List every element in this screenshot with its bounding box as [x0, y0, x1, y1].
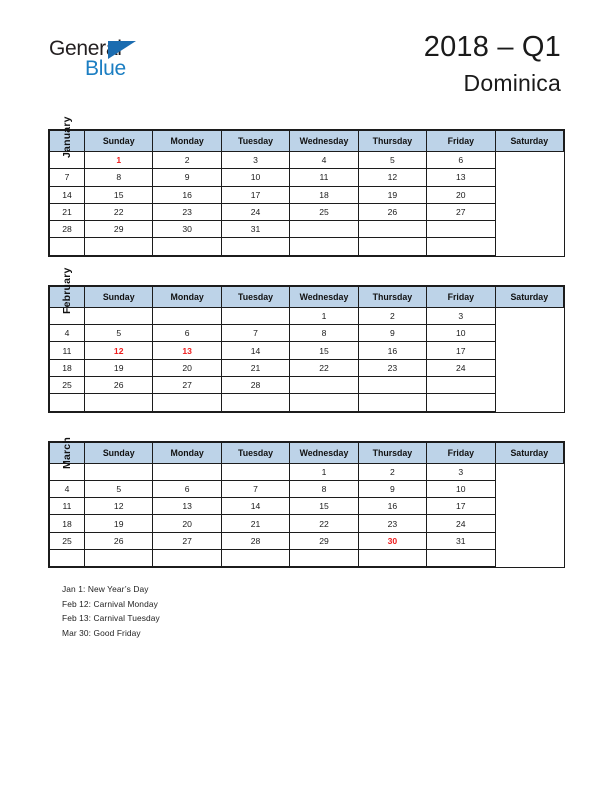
month-label-cell — [50, 116, 85, 158]
day-cell-empty — [85, 394, 153, 411]
day-cell-holiday[interactable]: 13 — [153, 342, 221, 359]
day-cell[interactable]: 27 — [153, 376, 221, 393]
day-cell-holiday[interactable]: 12 — [85, 342, 153, 359]
weekday-header-row — [50, 286, 564, 307]
day-cell[interactable]: 18 — [50, 359, 85, 376]
calendar-table — [49, 267, 564, 412]
day-cell[interactable]: 11 — [290, 169, 358, 186]
day-cell-empty — [290, 394, 358, 411]
day-cell[interactable]: 21 — [50, 203, 85, 220]
day-cell[interactable]: 20 — [153, 359, 221, 376]
day-cell[interactable]: 1 — [290, 307, 358, 324]
weekday-header-friday: Friday — [427, 442, 495, 463]
day-cell[interactable]: 16 — [358, 498, 426, 515]
day-cell-empty — [153, 238, 221, 255]
day-cell[interactable]: 7 — [50, 169, 85, 186]
day-cell[interactable]: 5 — [85, 325, 153, 342]
weekday-header-saturday: Saturday — [495, 286, 563, 307]
day-cell[interactable]: 19 — [358, 186, 426, 203]
day-cell[interactable]: 11 — [50, 498, 85, 515]
day-cell[interactable]: 30 — [153, 221, 221, 238]
week-row — [50, 186, 564, 203]
day-cell-empty — [85, 238, 153, 255]
day-cell[interactable]: 17 — [427, 342, 495, 359]
weekday-header-saturday: Saturday — [495, 442, 563, 463]
week-row — [50, 203, 564, 220]
day-cell[interactable]: 7 — [221, 325, 289, 342]
weekday-header-sunday: Sunday — [85, 286, 153, 307]
day-cell[interactable]: 17 — [427, 498, 495, 515]
day-cell[interactable]: 15 — [85, 186, 153, 203]
day-cell[interactable]: 25 — [50, 376, 85, 393]
weekday-header-row — [50, 442, 564, 463]
week-row — [50, 376, 564, 393]
day-cell-empty — [50, 238, 85, 255]
day-cell-empty — [290, 221, 358, 238]
day-cell[interactable]: 9 — [358, 480, 426, 497]
day-cell-empty — [153, 463, 221, 480]
day-cell[interactable]: 8 — [290, 325, 358, 342]
day-cell[interactable]: 21 — [221, 515, 289, 532]
day-cell[interactable]: 13 — [153, 498, 221, 515]
day-cell[interactable]: 23 — [153, 203, 221, 220]
day-cell[interactable]: 2 — [358, 463, 426, 480]
month-block-january — [48, 116, 565, 257]
weekday-header-monday: Monday — [153, 442, 221, 463]
day-cell[interactable]: 15 — [290, 342, 358, 359]
day-cell-empty — [358, 376, 426, 393]
day-cell-empty — [427, 550, 495, 567]
day-cell[interactable]: 23 — [358, 515, 426, 532]
month-block-march — [48, 436, 565, 569]
day-cell-empty — [358, 394, 426, 411]
day-cell-empty — [221, 550, 289, 567]
weekday-header-wednesday: Wednesday — [290, 286, 358, 307]
weekday-header-sunday: Sunday — [85, 131, 153, 152]
day-cell[interactable]: 9 — [358, 325, 426, 342]
week-row — [50, 307, 564, 324]
month-label: February — [61, 267, 73, 314]
day-cell[interactable]: 20 — [153, 515, 221, 532]
day-cell-empty — [85, 463, 153, 480]
day-cell[interactable]: 25 — [290, 203, 358, 220]
week-row — [50, 463, 564, 480]
month-label: January — [61, 116, 73, 158]
month-label-cell — [50, 436, 85, 469]
day-cell-empty — [221, 307, 289, 324]
day-cell-empty — [85, 307, 153, 324]
day-cell-empty — [290, 550, 358, 567]
week-row — [50, 342, 564, 359]
day-cell[interactable]: 3 — [427, 307, 495, 324]
week-row — [50, 394, 564, 411]
day-cell[interactable]: 22 — [85, 203, 153, 220]
day-cell[interactable]: 15 — [290, 498, 358, 515]
day-cell[interactable]: 26 — [358, 203, 426, 220]
weekday-header-wednesday: Wednesday — [290, 442, 358, 463]
weekday-header-monday: Monday — [153, 286, 221, 307]
weekday-header-friday: Friday — [427, 131, 495, 152]
day-cell-holiday[interactable]: 30 — [358, 532, 426, 549]
day-cell[interactable]: 8 — [290, 480, 358, 497]
page-title: 2018 – Q1 — [423, 31, 561, 63]
week-row — [50, 238, 564, 255]
day-cell[interactable]: 28 — [50, 221, 85, 238]
weekday-header-wednesday: Wednesday — [290, 131, 358, 152]
week-row — [50, 480, 564, 497]
day-cell-empty — [358, 550, 426, 567]
day-cell[interactable]: 22 — [290, 515, 358, 532]
day-cell[interactable]: 6 — [153, 325, 221, 342]
day-cell[interactable]: 16 — [358, 342, 426, 359]
day-cell[interactable]: 22 — [290, 359, 358, 376]
page-header — [0, 0, 612, 120]
holiday-legend — [62, 582, 462, 640]
day-cell[interactable]: 3 — [427, 463, 495, 480]
day-cell-empty — [358, 238, 426, 255]
weekday-header-friday: Friday — [427, 286, 495, 307]
day-cell[interactable]: 4 — [290, 152, 358, 169]
day-cell[interactable]: 13 — [427, 169, 495, 186]
legend-item: Feb 12: Carnival Monday — [62, 598, 158, 609]
legend-item: Jan 1: New Year’s Day — [62, 584, 149, 594]
title-block — [424, 30, 561, 97]
weekday-header-monday: Monday — [153, 131, 221, 152]
weekday-header-tuesday: Tuesday — [221, 131, 289, 152]
day-cell-empty — [85, 550, 153, 567]
calendar-table — [49, 436, 564, 568]
day-cell[interactable]: 2 — [358, 307, 426, 324]
day-cell[interactable]: 18 — [50, 515, 85, 532]
day-cell-empty — [50, 394, 85, 411]
week-row — [50, 532, 564, 549]
day-cell[interactable]: 28 — [221, 376, 289, 393]
day-cell-empty — [153, 550, 221, 567]
day-cell[interactable]: 14 — [221, 342, 289, 359]
weekday-header-row — [50, 131, 564, 152]
week-row — [50, 152, 564, 169]
day-cell[interactable]: 29 — [85, 221, 153, 238]
day-cell[interactable]: 28 — [221, 532, 289, 549]
day-cell[interactable]: 12 — [358, 169, 426, 186]
day-cell-empty — [153, 307, 221, 324]
page-subtitle: Dominica — [463, 70, 561, 96]
day-cell[interactable]: 3 — [221, 152, 289, 169]
day-cell[interactable]: 5 — [358, 152, 426, 169]
day-cell[interactable]: 25 — [50, 532, 85, 549]
day-cell[interactable]: 5 — [85, 480, 153, 497]
day-cell-empty — [290, 376, 358, 393]
day-cell[interactable]: 24 — [427, 515, 495, 532]
day-cell[interactable]: 11 — [50, 342, 85, 359]
legend-item: Mar 30: Good Friday — [62, 627, 141, 638]
day-cell[interactable]: 27 — [427, 203, 495, 220]
day-cell-empty — [358, 221, 426, 238]
month-label-cell — [50, 267, 85, 314]
day-cell[interactable]: 31 — [221, 221, 289, 238]
weekday-header-thursday: Thursday — [358, 286, 426, 307]
day-cell[interactable]: 2 — [153, 152, 221, 169]
calendar-table — [49, 116, 564, 256]
day-cell[interactable]: 19 — [85, 515, 153, 532]
day-cell[interactable]: 24 — [221, 203, 289, 220]
month-tables — [48, 116, 565, 596]
day-cell[interactable]: 14 — [221, 498, 289, 515]
day-cell[interactable]: 20 — [427, 186, 495, 203]
day-cell[interactable]: 10 — [221, 169, 289, 186]
week-row — [50, 325, 564, 342]
day-cell-empty — [221, 463, 289, 480]
day-cell-empty — [427, 221, 495, 238]
week-row — [50, 169, 564, 186]
day-cell[interactable]: 6 — [427, 152, 495, 169]
day-cell-empty — [221, 394, 289, 411]
day-cell[interactable]: 29 — [290, 532, 358, 549]
legend-item: Feb 13: Carnival Tuesday — [62, 613, 160, 624]
day-cell-empty — [427, 394, 495, 411]
weekday-header-thursday: Thursday — [358, 442, 426, 463]
week-row — [50, 359, 564, 376]
day-cell-empty — [50, 550, 85, 567]
day-cell[interactable]: 4 — [50, 480, 85, 497]
day-cell-empty — [153, 394, 221, 411]
day-cell[interactable]: 23 — [358, 359, 426, 376]
day-cell[interactable]: 12 — [85, 498, 153, 515]
day-cell[interactable]: 26 — [85, 376, 153, 393]
week-row — [50, 498, 564, 515]
weekday-header-sunday: Sunday — [85, 442, 153, 463]
day-cell[interactable]: 24 — [427, 359, 495, 376]
weekday-header-tuesday: Tuesday — [221, 442, 289, 463]
day-cell-empty — [221, 238, 289, 255]
weekday-header-tuesday: Tuesday — [221, 286, 289, 307]
month-block-february — [48, 267, 565, 413]
day-cell-empty — [427, 376, 495, 393]
day-cell[interactable]: 27 — [153, 532, 221, 549]
day-cell[interactable]: 31 — [427, 532, 495, 549]
month-label: March — [61, 436, 73, 469]
day-cell[interactable]: 6 — [153, 480, 221, 497]
logo-text-blue: Blue — [85, 57, 126, 80]
week-row — [50, 515, 564, 532]
day-cell[interactable]: 19 — [85, 359, 153, 376]
day-cell[interactable]: 14 — [50, 186, 85, 203]
day-cell[interactable]: 21 — [221, 359, 289, 376]
day-cell[interactable]: 8 — [85, 169, 153, 186]
day-cell[interactable]: 4 — [50, 325, 85, 342]
general-blue-logo — [49, 38, 179, 86]
day-cell-holiday[interactable]: 1 — [85, 152, 153, 169]
day-cell[interactable]: 17 — [221, 186, 289, 203]
day-cell-empty — [290, 238, 358, 255]
day-cell[interactable]: 10 — [427, 325, 495, 342]
day-cell[interactable]: 9 — [153, 169, 221, 186]
weekday-header-thursday: Thursday — [358, 131, 426, 152]
day-cell[interactable]: 7 — [221, 480, 289, 497]
week-row — [50, 550, 564, 567]
day-cell[interactable]: 26 — [85, 532, 153, 549]
weekday-header-saturday: Saturday — [495, 131, 563, 152]
logo-text-general: General — [49, 37, 122, 60]
day-cell[interactable]: 18 — [290, 186, 358, 203]
week-row — [50, 221, 564, 238]
day-cell-empty — [427, 238, 495, 255]
day-cell[interactable]: 16 — [153, 186, 221, 203]
day-cell[interactable]: 1 — [290, 463, 358, 480]
day-cell[interactable]: 10 — [427, 480, 495, 497]
